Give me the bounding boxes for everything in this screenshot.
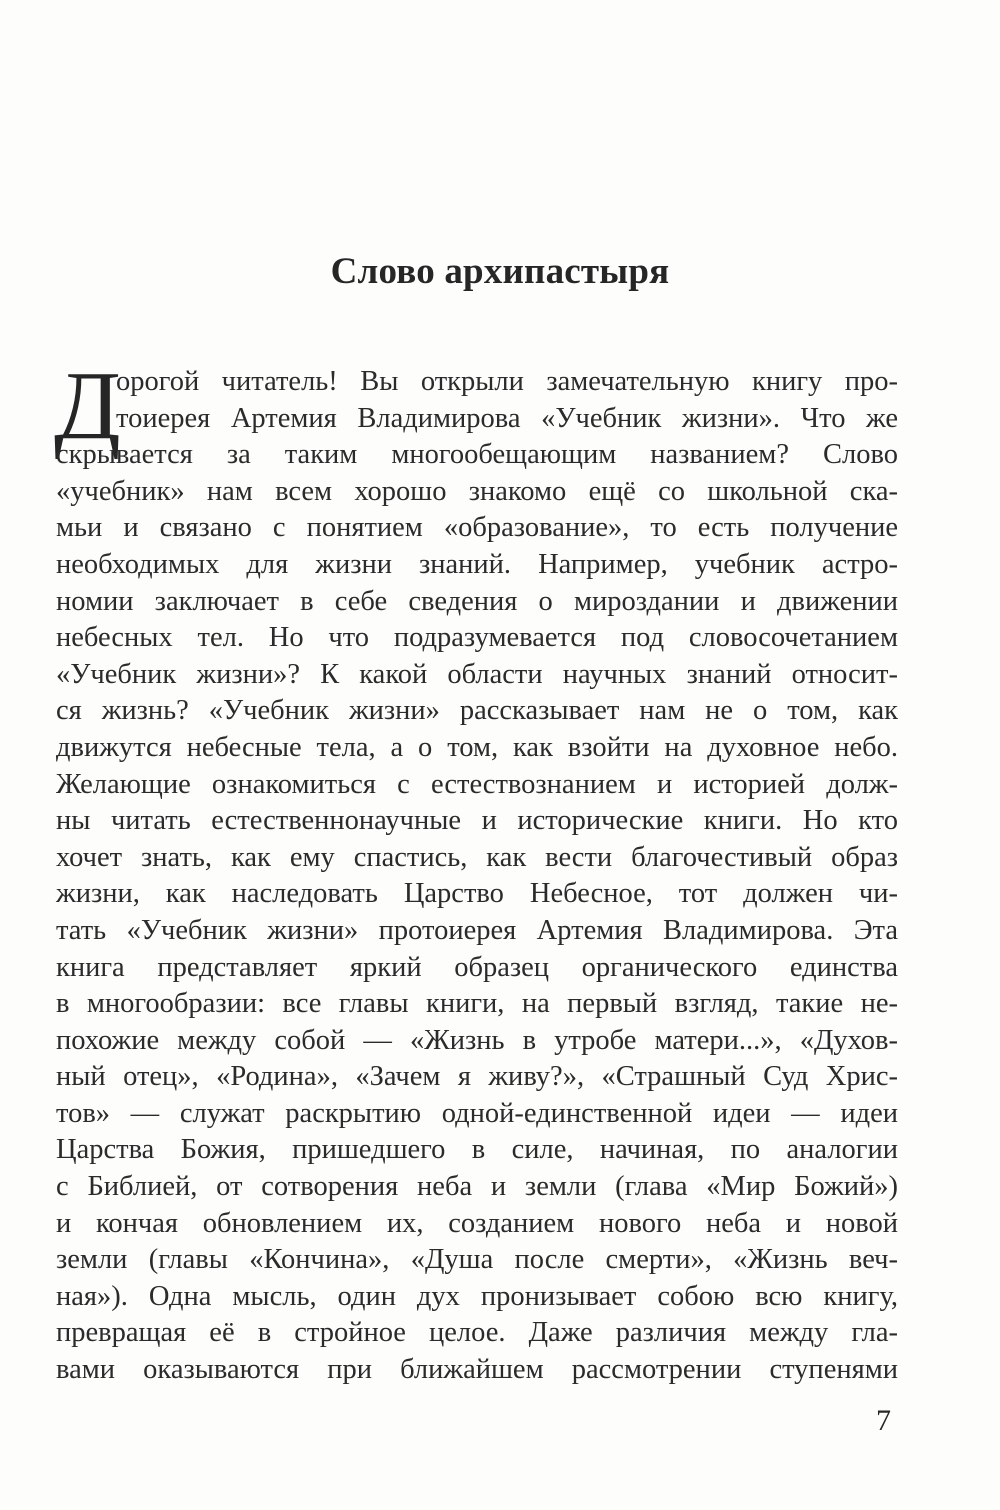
text-line: тов» — служат раскрытию одной-единственной идеи — идеи <box>56 1097 898 1129</box>
text-line: скрывается за таким многообещающим названием? Слово <box>56 439 898 471</box>
text-line: ный отец», «Родина», «Зачем я живу?», «Страшный Суд Хрис- <box>56 1061 898 1093</box>
text-line: небесных тел. Но что подразумевается под словосочетанием <box>56 622 898 654</box>
text-line: и кончая обновлением их, созданием нового неба и новой <box>56 1207 898 1239</box>
text-line: с Библией, от сотворения неба и земли (глава «Мир Божий») <box>56 1171 898 1203</box>
text-line: вами оказываются при ближайшем рассмотрении ступенями <box>56 1354 898 1386</box>
text-line: книга представляет яркий образец органического единства <box>56 951 898 983</box>
text-line: превращая её в стройное целое. Даже различия между гла- <box>56 1317 898 1349</box>
text-line: ная»). Одна мысль, один дух пронизывает собою всю книгу, <box>56 1280 898 1312</box>
text-line: «Учебник жизни»? К какой области научных знаний относит- <box>56 658 898 690</box>
text-line: тать «Учебник жизни» протоиерея Артемия Владимирова. Эта <box>56 914 898 946</box>
page-title: Слово архипастыря <box>330 251 670 292</box>
text-line: номии заключает в себе сведения о мироздании и движении <box>56 585 898 617</box>
text-line: Царства Божия, пришедшего в силе, начиная, по аналогии <box>56 1134 898 1166</box>
text-line: жизни, как наследовать Царство Небесное, тот должен чи- <box>56 878 898 910</box>
body-text <box>54 352 898 1389</box>
text-line: «учебник» нам всем хорошо знакомо ещё со школьной ска- <box>56 475 898 507</box>
text-line: хочет знать, как ему спастись, как вести благочестивый образ <box>56 841 898 873</box>
text-line: движутся небесные тела, а о том, как взойти на духовное небо. <box>56 731 898 763</box>
page-number: 7 <box>876 1404 891 1437</box>
text-line: мьи и связано с понятием «образование», то есть получение <box>56 512 898 544</box>
text-line: орогой читатель! Вы открыли замечательную книгу про- <box>116 366 898 397</box>
drop-cap-letter: Д <box>54 352 121 460</box>
text-line: земли (главы «Кончина», «Душа после смерти», «Жизнь веч- <box>56 1244 898 1276</box>
text-line: Желающие ознакомиться с естествознанием и историей долж- <box>56 768 898 800</box>
text-line: необходимых для жизни знаний. Например, учебник астро- <box>56 548 898 580</box>
text-line: похожие между собой — «Жизнь в утробе матери...», «Духов- <box>56 1024 898 1056</box>
text-line: тоиерея Артемия Владимирова «Учебник жизни». Что же <box>116 402 898 434</box>
text-line: в многообразии: все главы книги, на первый взгляд, такие не- <box>56 988 898 1020</box>
text-line: ся жизнь? «Учебник жизни» рассказывает нам не о том, как <box>56 695 898 727</box>
text-line: ны читать естественнонаучные и исторические книги. Но кто <box>56 805 898 837</box>
